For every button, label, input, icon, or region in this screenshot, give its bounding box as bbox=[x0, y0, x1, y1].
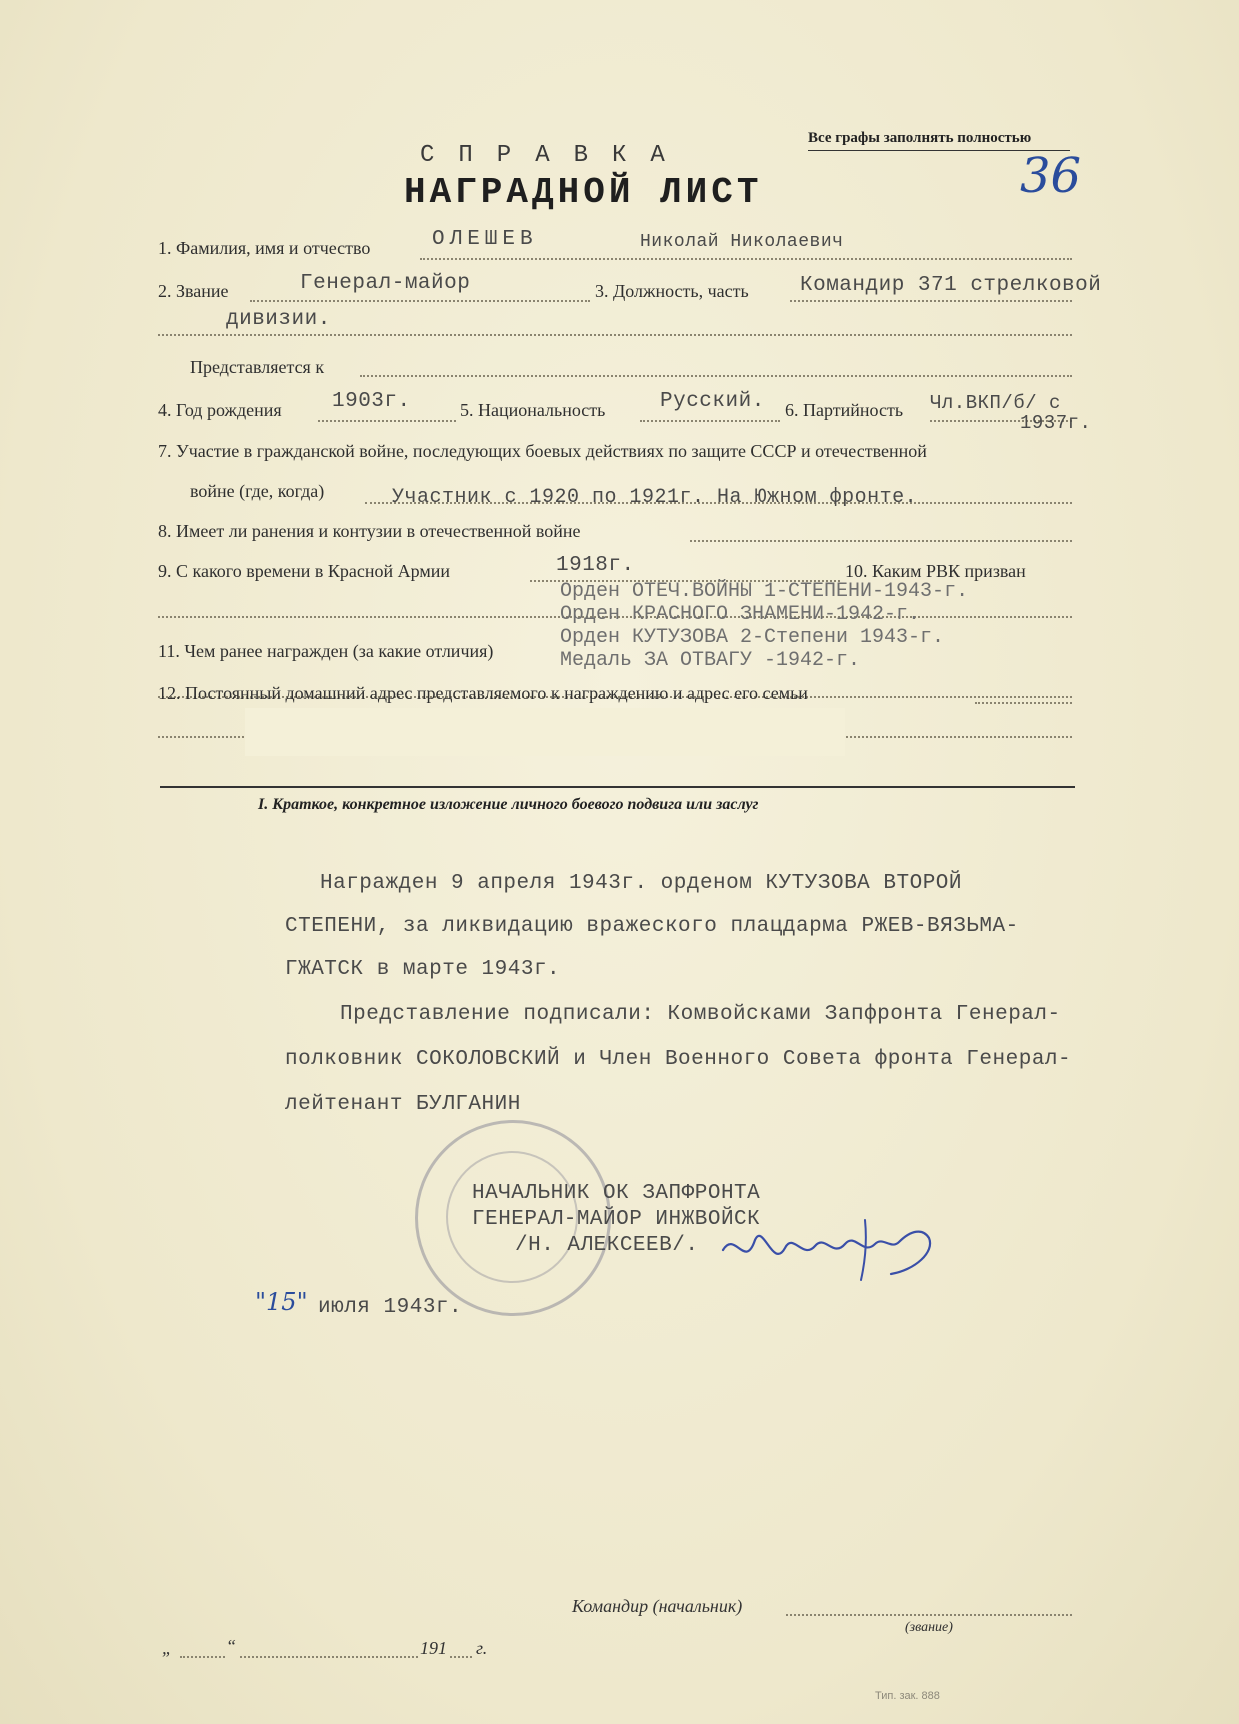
handwritten-signature bbox=[715, 1210, 955, 1300]
date-template-close: “ bbox=[226, 1636, 237, 1656]
field-4-line bbox=[318, 420, 456, 422]
signature-line-3: /Н. АЛЕКСЕЕВ/. bbox=[515, 1234, 699, 1257]
spravka-heading: СПРАВКА bbox=[420, 142, 689, 169]
award-item-1: Орден ОТЕЧ.ВОЙНЫ 1-СТЕПЕНИ-1943-г. bbox=[560, 580, 969, 603]
merit-line-3: ГЖАТСК в марте 1943г. bbox=[285, 958, 561, 981]
field-8-line bbox=[690, 540, 1072, 542]
field-5-value: Русский. bbox=[660, 390, 765, 413]
field-9-value: 1918г. bbox=[556, 554, 635, 577]
date-template-month-line bbox=[240, 1656, 418, 1658]
field-6-value-year: 1937г. bbox=[1020, 412, 1092, 434]
print-mark: Тип. зак. 888 bbox=[875, 1690, 940, 1702]
field-7-label-line1: 7. Участие в гражданской войне, последующих боевых действиях по защите СССР и отечественной bbox=[158, 441, 927, 461]
section-one-title: I. Краткое, конкретное изложение личного боевого подвига или заслуг bbox=[258, 796, 759, 813]
field-12-label: 12. Постоянный домашний адрес представляемого к награждению и адрес его семьи bbox=[158, 683, 808, 703]
document-title: НАГРАДНОЙ ЛИСТ bbox=[404, 172, 763, 213]
date-rest: июля 1943г. bbox=[318, 1296, 463, 1319]
year-template: 191 bbox=[420, 1638, 447, 1658]
field-12-line bbox=[975, 702, 1072, 704]
award-item-4: Медаль ЗА ОТВАГУ -1942-г. bbox=[560, 649, 861, 672]
merit-line-2: СТЕПЕНИ, за ликвидацию вражеского плацдарма РЖЕВ-ВЯЗЬМА- bbox=[285, 915, 1019, 938]
redacted-address bbox=[245, 708, 845, 756]
commander-label: Командир (начальник) bbox=[572, 1596, 743, 1616]
year-template-line bbox=[450, 1656, 472, 1658]
field-1-line bbox=[420, 258, 1072, 260]
year-suffix: г. bbox=[476, 1638, 488, 1658]
field-1-label: 1. Фамилия, имя и отчество bbox=[158, 238, 371, 258]
field-7-label-line2: войне (где, когда) bbox=[190, 481, 325, 501]
field-5-line bbox=[640, 420, 780, 422]
field-4-label: 4. Год рождения bbox=[158, 400, 282, 420]
field-10-label: 10. Каким РВК призван bbox=[845, 561, 1026, 581]
field-8-label: 8. Имеет ли ранения и контузии в отечественной войне bbox=[158, 521, 581, 541]
field-11-label: 11. Чем ранее награжден (за какие отличия) bbox=[158, 641, 494, 661]
sheet-number: 36 bbox=[1020, 148, 1082, 204]
field-2-value: Генерал-майор bbox=[300, 272, 471, 295]
date-template-open: „ bbox=[162, 1638, 173, 1658]
presented-line bbox=[360, 375, 1072, 377]
field-7-value: Участник с 1920 по 1921г. На Южном фронте. bbox=[392, 486, 918, 509]
section-divider bbox=[160, 786, 1075, 788]
field-6-label: 6. Партийность bbox=[785, 400, 904, 420]
award-item-2: Орден КРАСНОГО ЗНАМЕНИ-1942-г. bbox=[560, 603, 921, 626]
merit-line-1: Награжден 9 апреля 1943г. орденом КУТУЗОВА ВТОРОЙ bbox=[320, 872, 963, 895]
award-item-3: Орден КУТУЗОВА 2-Степени 1943-г. bbox=[560, 626, 945, 649]
field-6-value: Чл.ВКП/б/ с bbox=[930, 392, 1061, 414]
field-2-label: 2. Звание bbox=[158, 281, 229, 301]
field-2-line bbox=[250, 300, 590, 302]
field-3-value-line1: Командир 371 стрелковой bbox=[800, 274, 1102, 297]
field-1-surname: ОЛЕШЕВ bbox=[432, 228, 538, 251]
signature-line-1: НАЧАЛЬНИК ОК ЗАПФРОНТА bbox=[472, 1182, 761, 1205]
merit-line-6: лейтенант БУЛГАНИН bbox=[285, 1093, 521, 1116]
merit-line-5: полковник СОКОЛОВСКИЙ и Член Военного Совета фронта Генерал- bbox=[285, 1048, 1072, 1071]
field-3-value-line2: дивизии. bbox=[226, 308, 331, 331]
date-day: "15" bbox=[255, 1288, 308, 1316]
signature-line-2: ГЕНЕРАЛ-МАЙОР ИНЖВОЙСК bbox=[472, 1208, 761, 1231]
presented-label: Представляется к bbox=[190, 357, 325, 377]
field-5-label: 5. Национальность bbox=[460, 400, 606, 420]
merit-line-4: Представление подписали: Комвойсками Запфронта Генерал- bbox=[340, 1003, 1061, 1026]
field-3-continuation-line bbox=[158, 334, 1072, 336]
field-9-label: 9. С какого времени в Красной Армии bbox=[158, 561, 450, 581]
commander-line bbox=[786, 1614, 1072, 1616]
fill-instruction: Все графы заполнять полностью bbox=[808, 130, 1032, 146]
date-template-day-line bbox=[180, 1656, 225, 1658]
field-1-name: Николай Николаевич bbox=[640, 232, 844, 252]
field-3-line bbox=[790, 300, 1072, 302]
field-3-label: 3. Должность, часть bbox=[595, 281, 749, 301]
field-4-value: 1903г. bbox=[332, 390, 411, 413]
rank-label: (звание) bbox=[905, 1620, 953, 1635]
